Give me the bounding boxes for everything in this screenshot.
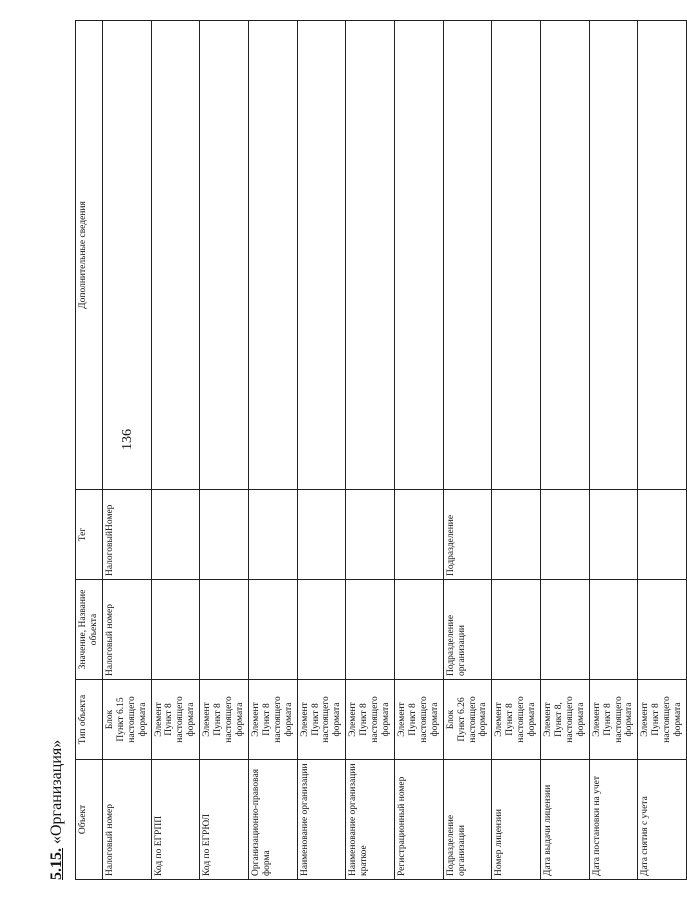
table-row [443, 21, 492, 880]
cell-extra [248, 21, 297, 490]
cell-type: Элемент Пункт 8 настоящего формата [589, 680, 638, 760]
cell-value [394, 580, 443, 680]
object-table [75, 20, 687, 880]
cell-extra [589, 21, 638, 490]
cell-extra [102, 21, 151, 490]
cell-value [248, 580, 297, 680]
cell-value [297, 580, 346, 680]
header-tag: Тег [76, 490, 103, 580]
cell-extra [200, 21, 249, 490]
section-title-text: «Организация» [48, 739, 65, 844]
cell-type: Элемент Пункт 8 настоящего формата [638, 680, 687, 760]
cell-value [541, 580, 590, 680]
page-number: 136 [120, 429, 135, 450]
cell-object: Подразделение организации [443, 760, 492, 880]
cell-value [638, 580, 687, 680]
cell-tag [492, 490, 541, 580]
cell-object: Код по ЕГРПП [151, 760, 200, 880]
cell-extra [492, 21, 541, 490]
cell-type: Элемент Пункт 8, настоящего формата [541, 680, 590, 760]
cell-type: Элемент Пункт 8 настоящего формата [394, 680, 443, 760]
table-row [297, 21, 346, 880]
cell-object: Регистрационный номер [394, 760, 443, 880]
cell-type: Элемент Пункт 8 настоящего формата [200, 680, 249, 760]
table-row [492, 21, 541, 880]
cell-object: Организационно-правовая форма [248, 760, 297, 880]
table-row [346, 21, 395, 880]
cell-tag [200, 490, 249, 580]
cell-extra [151, 21, 200, 490]
table-row [638, 21, 687, 880]
cell-object: Налоговый номер [102, 760, 151, 880]
cell-value [492, 580, 541, 680]
cell-value [200, 580, 249, 680]
cell-tag: Подразделение [443, 490, 492, 580]
cell-object: Код по ЕГРЮЛ [200, 760, 249, 880]
cell-tag [297, 490, 346, 580]
cell-value [151, 580, 200, 680]
cell-object: Дата постановки на учет [589, 760, 638, 880]
cell-tag [346, 490, 395, 580]
cell-type: Элемент Пункт 8 настоящего формата [248, 680, 297, 760]
section-title [48, 740, 66, 880]
table-header-row [76, 21, 103, 880]
cell-object: Номер лицензии [492, 760, 541, 880]
cell-type: Элемент Пункт 8 настоящего формата [297, 680, 346, 760]
cell-object: Наименование организации [297, 760, 346, 880]
cell-tag [589, 490, 638, 580]
table-row [151, 21, 200, 880]
cell-object: Дата выдачи лицензии [541, 760, 590, 880]
cell-type: Элемент Пункт 8 настоящего формата [151, 680, 200, 760]
cell-value [346, 580, 395, 680]
rotated-page [40, 20, 684, 880]
cell-tag [541, 490, 590, 580]
cell-extra [394, 21, 443, 490]
cell-type: Блок Пункт 6.26 настоящего формата [443, 680, 492, 760]
cell-value [589, 580, 638, 680]
cell-type: Блок Пункт 6.15 настоящего формата [102, 680, 151, 760]
cell-extra [297, 21, 346, 490]
cell-object: Дата снятия с учета [638, 760, 687, 880]
cell-tag [248, 490, 297, 580]
header-value: Значение, Название объекта [76, 580, 103, 680]
cell-extra [638, 21, 687, 490]
table-row [541, 21, 590, 880]
cell-tag: НалоговыйНомер [102, 490, 151, 580]
header-type: Тип объекта [76, 680, 103, 760]
cell-type: Элемент Пункт 8 настоящего формата [346, 680, 395, 760]
cell-extra [541, 21, 590, 490]
cell-extra [346, 21, 395, 490]
cell-extra [443, 21, 492, 490]
section-number: 5.15. [48, 848, 65, 880]
table-body [102, 21, 686, 880]
cell-tag [394, 490, 443, 580]
header-object: Объект [76, 760, 103, 880]
table-row [589, 21, 638, 880]
cell-tag [151, 490, 200, 580]
cell-value: Подразделение организации [443, 580, 492, 680]
table-row [248, 21, 297, 880]
table-row [102, 21, 151, 880]
cell-type: Элемент Пункт 8 настоящего формата [492, 680, 541, 760]
cell-tag [638, 490, 687, 580]
cell-value: Налоговый номер [102, 580, 151, 680]
cell-object: Наименование организации краткое [346, 760, 395, 880]
header-extra: Дополнительные сведения [76, 21, 103, 490]
table-row [200, 21, 249, 880]
table-row [394, 21, 443, 880]
